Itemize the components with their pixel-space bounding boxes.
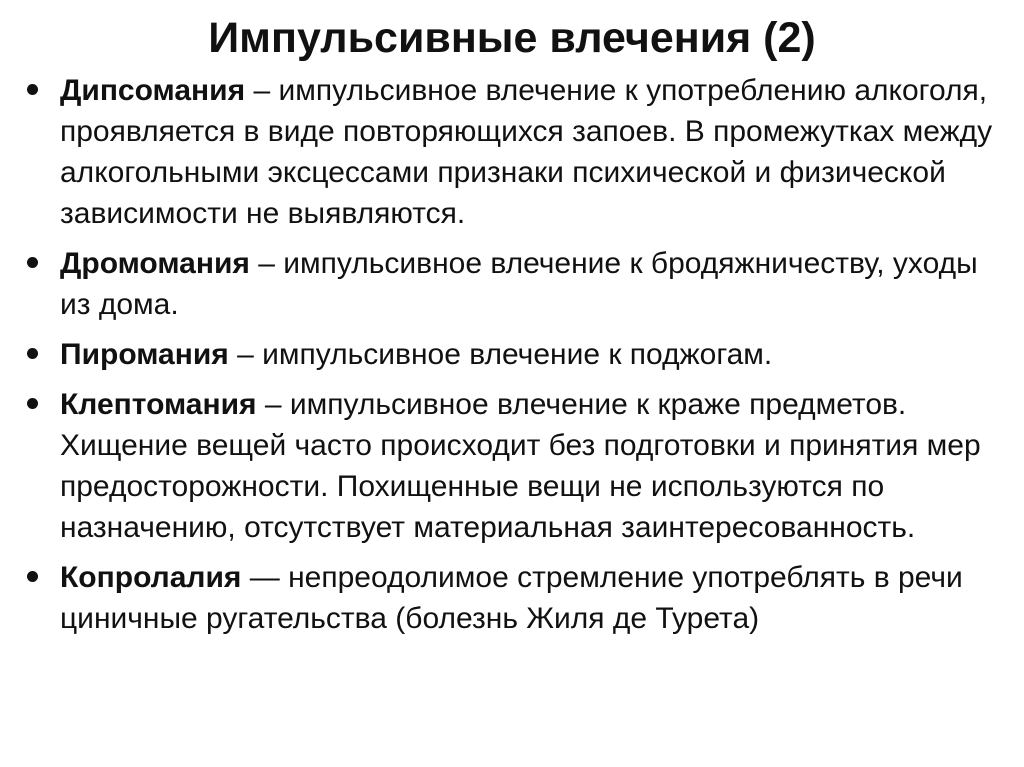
item-description: импульсивное влечение к поджогам.	[262, 338, 773, 371]
bullet-icon	[27, 257, 38, 268]
term-pyromania: Пиромания	[60, 338, 229, 371]
item-description: непреодолимое стремление употреблять в речи циничные ругательства (болезнь Жиля де Турета)	[60, 561, 963, 635]
term-coprolalia: Копролалия	[60, 561, 242, 594]
list-item-dipsomania	[22, 70, 1012, 234]
item-description: импульсивное влечение к употреблению алкоголя, проявляется в виде повторяющихся запоев. В промежутках между алкогольными эксцессами признаки психической и физической зависимости не выявляются.	[60, 74, 993, 230]
bullet-icon	[27, 348, 38, 359]
item-description: импульсивное влечение к краже предметов. Хищение вещей часто происходит без подготовки и принятия мер предосторожности. Похищенные вещи не используются по назначению, отсутствует материальная заинтересованность.	[60, 388, 981, 544]
slide-title: Импульсивные влечения (2)	[208, 14, 816, 62]
item-separator: –	[245, 74, 279, 107]
bullet-icon	[27, 571, 38, 582]
list-item-dromomania	[22, 243, 1012, 325]
list-item-kleptomania	[22, 384, 1012, 548]
bullet-icon	[27, 84, 38, 95]
term-dromomania: Дромомания	[60, 247, 250, 280]
term-dipsomania: Дипсомания	[60, 74, 246, 107]
bullet-list	[22, 70, 1012, 648]
list-item-pyromania	[22, 334, 1012, 375]
term-kleptomania: Клептомания	[60, 388, 257, 421]
item-separator: –	[228, 338, 263, 371]
item-description: импульсивное влечение к бродяжничеству, уходы из дома.	[60, 247, 978, 321]
item-separator: –	[256, 388, 290, 421]
bullet-icon	[27, 398, 38, 409]
item-separator: –	[249, 247, 284, 280]
item-separator: —	[241, 561, 289, 594]
list-item-coprolalia	[22, 557, 1012, 639]
